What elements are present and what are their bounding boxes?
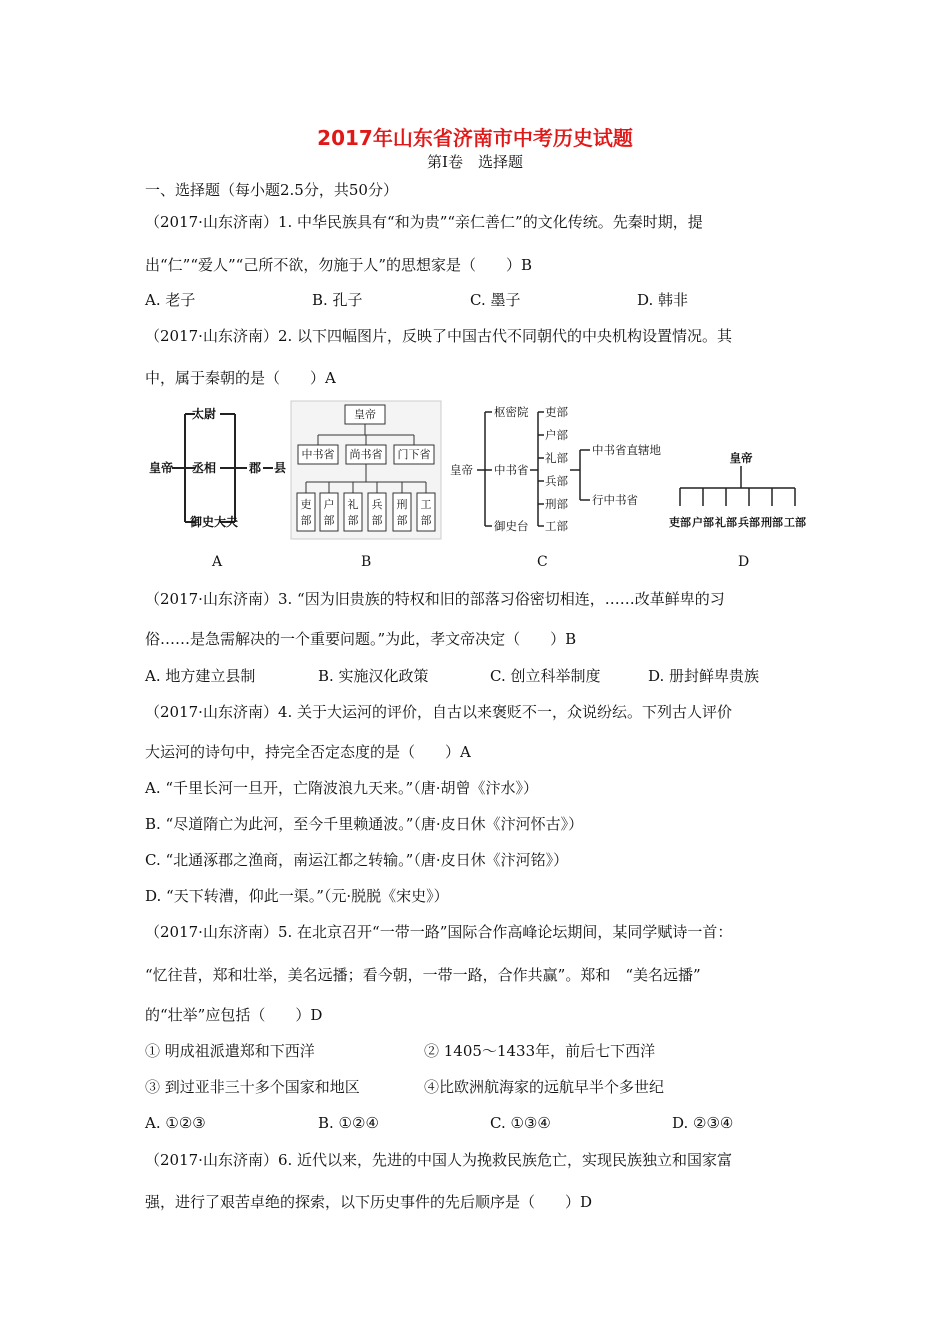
q3-option-d: D. 册封鲜卑贵族 xyxy=(648,667,760,685)
diagram-c-bu-4: 兵部 xyxy=(545,474,568,488)
q6-line-1: （2017·山东济南）6. 近代以来，先进的中国人为挽救民族危亡，实现民族独立和国家富 xyxy=(145,1151,733,1169)
diagram-b-bu-4-char-2: 部 xyxy=(371,514,383,527)
diagram-b-bu-2-char-1: 户 xyxy=(323,498,335,511)
q1-line-2: 出“仁”“爱人”“己所不欲，勿施于人”的思想家是（ ）B xyxy=(145,256,533,274)
q3-option-c: C. 创立科举制度 xyxy=(490,667,601,685)
diagram-b-sheng-1: 中书省 xyxy=(301,448,335,461)
q5-item-1: ① 明成祖派遣郑和下西洋 xyxy=(145,1042,315,1060)
diagram-b-bu-4-char-1: 兵 xyxy=(371,498,383,511)
q3-line-1: （2017·山东济南）3. “因为旧贵族的特权和旧的部落习俗密切相连，……改革鲜卑的习 xyxy=(145,590,725,608)
q5-option-c: C. ①③④ xyxy=(490,1114,551,1132)
diagram-b-sheng-3: 门下省 xyxy=(397,448,431,461)
q4-option-d: D. “天下转漕，仰此一渠。”（元·脱脱《宋史》） xyxy=(145,887,449,905)
q5-item-2: ② 1405～1433年，前后七下西洋 xyxy=(424,1042,656,1060)
q5-item-4: ④比欧洲航海家的远航早半个多世纪 xyxy=(424,1078,665,1096)
diagram-b-emperor: 皇帝 xyxy=(354,408,376,421)
diagram-c-right-2: 行中书省 xyxy=(592,493,638,507)
diagram-c-emperor: 皇帝 xyxy=(450,463,473,477)
diagram-label-c: C xyxy=(537,554,548,570)
q4-option-b: B. “尽道隋亡为此河，至今千里赖通波。”（唐·皮日休《汴河怀古》） xyxy=(145,815,584,833)
diagram-d-emperor: 皇帝 xyxy=(729,451,753,465)
q5-item-3: ③ 到过亚非三十多个国家和地区 xyxy=(145,1078,360,1096)
diagram-b-bu-1-char-1: 吏 xyxy=(300,498,312,511)
diagram-a-jun: 郡 xyxy=(249,461,262,475)
q1-line-1: （2017·山东济南）1. 中华民族具有“和为贵”“亲仁善仁”的文化传统。先秦时期，提 xyxy=(145,213,703,231)
q5-option-d: D. ②③④ xyxy=(672,1114,734,1132)
section-heading: 一、选择题（每小题2.5分，共50分） xyxy=(145,181,398,199)
diagram-a xyxy=(140,400,290,540)
diagram-c-bu-2: 户部 xyxy=(545,428,568,442)
q3-line-2: 俗……是急需解决的一个重要问题。”为此，孝文帝决定（ ）B xyxy=(145,630,577,648)
diagram-b-sheng-2: 尚书省 xyxy=(349,448,383,461)
diagram-b-bu-1-char-2: 部 xyxy=(300,514,312,527)
diagram-a-emperor: 皇帝 xyxy=(149,461,174,475)
diagram-d-bu-3: 礼部 xyxy=(715,516,737,529)
diagram-b-bu-3-char-1: 礼 xyxy=(347,498,359,511)
diagram-c-bu-6: 工部 xyxy=(545,519,568,533)
q5-line-1: （2017·山东济南）5. 在北京召开“一带一路”国际合作高峰论坛期间，某同学赋诗一首： xyxy=(145,923,733,941)
q1-option-c: C. 墨子 xyxy=(470,291,521,309)
diagram-a-chengxiang: 丞相 xyxy=(192,461,217,475)
q3-option-a: A. 地方建立县制 xyxy=(145,667,256,685)
diagram-a-xian: 县 xyxy=(274,461,287,475)
page-title: 2017年山东省济南市中考历史试题 xyxy=(317,126,633,150)
diagram-d-bu-6: 工部 xyxy=(784,516,806,529)
q4-line-2: 大运河的诗句中，持完全否定态度的是（ ）A xyxy=(145,743,471,761)
diagram-b-bu-6-char-2: 部 xyxy=(420,514,432,527)
diagram-label-b: B xyxy=(361,554,372,570)
q1-option-a: A. 老子 xyxy=(145,291,196,309)
q4-option-c: C. “北通涿郡之渔商，南运江都之转输。”（唐·皮日休《汴河铭》） xyxy=(145,851,569,869)
diagram-c-bu-3: 礼部 xyxy=(545,451,568,465)
q5-line-3: 的“壮举”应包括（ ）D xyxy=(145,1006,323,1024)
diagram-c xyxy=(440,400,670,540)
q6-line-2: 强，进行了艰苦卓绝的探索，以下历史事件的先后顺序是（ ）D xyxy=(145,1193,593,1211)
q4-option-a: A. “千里长河一旦开，亡隋波浪九天来。”（唐·胡曾《汴水》） xyxy=(145,779,538,797)
part-heading: 第Ⅰ卷 选择题 xyxy=(427,153,523,171)
diagram-c-mid-1: 枢密院 xyxy=(494,405,529,419)
diagram-d-bu-1: 吏部 xyxy=(669,516,691,529)
diagram-b xyxy=(290,400,442,540)
diagram-label-a: A xyxy=(212,554,223,570)
diagram-d-bu-4: 兵部 xyxy=(738,516,760,529)
diagram-c-mid-3: 御史台 xyxy=(494,519,529,533)
diagram-label-d: D xyxy=(738,554,750,570)
diagram-b-bu-2-char-2: 部 xyxy=(323,514,335,527)
diagram-a-taiwei: 太尉 xyxy=(192,407,217,421)
diagram-a-yushi: 御史大夫 xyxy=(190,515,239,529)
q5-option-a: A. ①②③ xyxy=(145,1114,206,1132)
q1-option-b: B. 孔子 xyxy=(312,291,363,309)
diagram-c-mid-2: 中书省 xyxy=(494,463,529,477)
q5-line-2: “忆往昔，郑和壮举，美名远播；看今朝，一带一路，合作共赢”。郑和 “美名远播” xyxy=(145,966,701,984)
diagram-b-bu-5-char-2: 部 xyxy=(396,514,408,527)
q2-line-2: 中，属于秦朝的是（ ）A xyxy=(145,369,336,387)
diagram-c-bu-5: 刑部 xyxy=(545,497,568,511)
diagram-d-bu-2: 户部 xyxy=(692,516,714,529)
diagram-d xyxy=(665,440,810,540)
diagram-b-bu-5-char-1: 刑 xyxy=(396,498,408,511)
diagram-d-bu-5: 刑部 xyxy=(761,516,783,529)
diagram-b-bu-3-char-2: 部 xyxy=(347,514,359,527)
q1-option-d: D. 韩非 xyxy=(637,291,689,309)
q3-option-b: B. 实施汉化政策 xyxy=(318,667,429,685)
q4-line-1: （2017·山东济南）4. 关于大运河的评价，自古以来褒贬不一，众说纷纭。下列古人评价 xyxy=(145,703,733,721)
q2-line-1: （2017·山东济南）2. 以下四幅图片，反映了中国古代不同朝代的中央机构设置情况。其 xyxy=(145,327,733,345)
diagram-b-bu-6-char-1: 工 xyxy=(420,498,432,511)
diagram-c-right-1: 中书省直辖地 xyxy=(592,443,661,457)
q5-option-b: B. ①②④ xyxy=(318,1114,379,1132)
diagram-c-bu-1: 吏部 xyxy=(545,405,568,419)
